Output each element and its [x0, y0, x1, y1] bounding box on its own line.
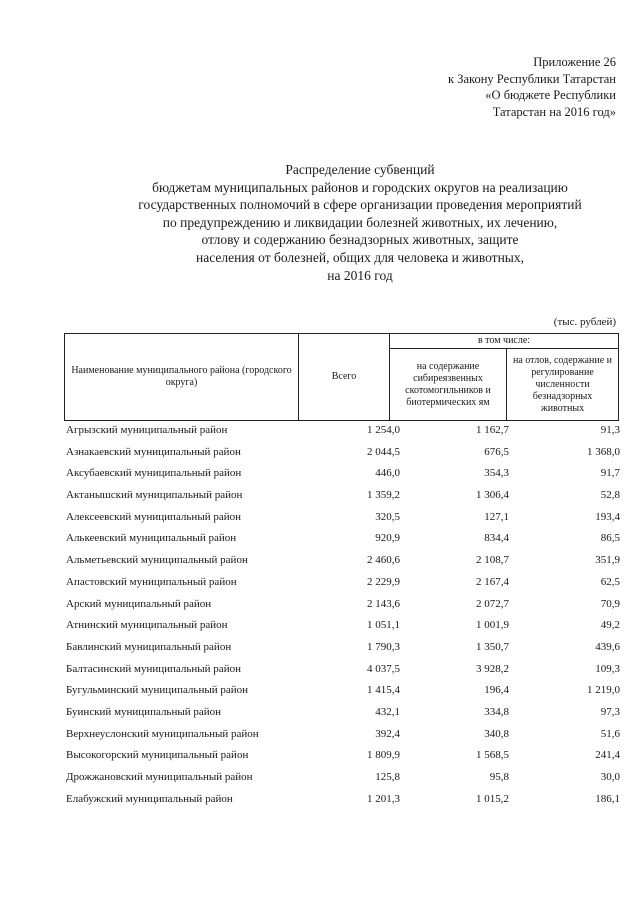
total-cell: 4 037,5: [367, 662, 400, 675]
stray-animals-cell: 97,3: [600, 705, 620, 718]
stray-animals-cell: 91,3: [600, 424, 620, 436]
stray-animals-cell: 49,2: [600, 619, 620, 632]
district-name-cell: Елабужский муниципальный район: [66, 792, 233, 805]
header-name: Наименование муниципального района (городского округа): [65, 334, 299, 421]
title-line: Распределение субвенций: [285, 162, 435, 177]
header-col2: на отлов, содержание и регулирование численности безнадзорных животных: [507, 349, 619, 421]
district-name-cell: Дрожжановский муниципальный район: [66, 771, 253, 783]
total-cell: 2 044,5: [367, 445, 400, 458]
burial-sites-cell: 1 350,7: [476, 640, 509, 653]
table-row: [64, 703, 620, 725]
stray-animals-cell: 91,7: [600, 467, 620, 480]
total-cell: 1 415,4: [367, 684, 400, 697]
table-row: [64, 768, 620, 790]
table-row: [64, 616, 620, 638]
total-cell: 392,4: [375, 727, 400, 740]
district-name-cell: Альметьевский муниципальный район: [66, 554, 248, 567]
stray-animals-cell: 351,9: [595, 554, 620, 567]
burial-sites-cell: 340,8: [484, 727, 509, 740]
burial-sites-cell: 1 015,2: [476, 792, 509, 805]
district-name-cell: Актанышский муниципальный район: [66, 489, 243, 502]
table-row: [64, 681, 620, 703]
stray-animals-cell: 70,9: [600, 597, 620, 610]
appendix-line: к Закону Республики Татарстан: [448, 71, 616, 86]
burial-sites-cell: 2 072,7: [476, 597, 509, 610]
burial-sites-cell: 354,3: [484, 467, 509, 480]
stray-animals-cell: 51,6: [600, 727, 620, 740]
table-body: [64, 421, 620, 811]
district-name-cell: Высокогорский муниципальный район: [66, 749, 249, 762]
district-name-cell: Балтасинский муниципальный район: [66, 662, 241, 675]
burial-sites-cell: 3 928,2: [476, 662, 509, 675]
units-label: (тыс. рублей): [553, 316, 616, 328]
district-name-cell: Аксубаевский муниципальный район: [66, 467, 242, 480]
table-row: [64, 464, 620, 486]
stray-animals-cell: 439,6: [595, 640, 620, 653]
district-name-cell: Бавлинский муниципальный район: [66, 640, 232, 653]
table-header: [64, 333, 619, 421]
burial-sites-cell: 196,4: [484, 684, 509, 697]
burial-sites-cell: 2 167,4: [476, 575, 509, 588]
table-row: [64, 573, 620, 595]
table-row: [64, 660, 620, 682]
total-cell: 2 143,6: [367, 597, 400, 610]
total-cell: 125,8: [375, 771, 400, 783]
district-name-cell: Апастовский муниципальный район: [66, 575, 237, 588]
table-row: [64, 595, 620, 617]
total-cell: 2 229,9: [367, 575, 400, 588]
burial-sites-cell: 1 306,4: [476, 489, 509, 502]
document-title: [60, 161, 640, 284]
total-cell: 1 254,0: [367, 424, 400, 436]
district-name-cell: Арский муниципальный район: [66, 597, 212, 610]
header-total: Всего: [299, 334, 390, 421]
stray-animals-cell: 109,3: [595, 662, 620, 675]
stray-animals-cell: 30,0: [600, 771, 620, 783]
burial-sites-cell: 2 108,7: [476, 554, 509, 567]
district-name-cell: Верхнеуслонский муниципальный район: [66, 727, 259, 740]
table-row: [64, 746, 620, 768]
burial-sites-cell: 334,8: [484, 705, 509, 718]
burial-sites-cell: 676,5: [484, 445, 509, 458]
stray-animals-cell: 241,4: [595, 749, 620, 762]
table-row: [64, 551, 620, 573]
total-cell: 1 359,2: [367, 489, 400, 502]
table-row: [64, 486, 620, 508]
title-line: бюджетам муниципальных районов и городских округов на реализацию: [152, 179, 568, 195]
table-row: [64, 638, 620, 660]
stray-animals-cell: 1 368,0: [587, 445, 620, 458]
appendix-line: «О бюджете Республики: [485, 88, 616, 102]
total-cell: 1 809,9: [367, 749, 400, 762]
burial-sites-cell: 1 162,7: [476, 424, 509, 436]
title-line: населения от болезней, общих для человека и животных,: [196, 249, 524, 265]
total-cell: 320,5: [375, 510, 400, 523]
district-name-cell: Буинский муниципальный район: [66, 705, 222, 718]
stray-animals-cell: 86,5: [600, 532, 620, 545]
total-cell: 920,9: [375, 532, 400, 545]
burial-sites-cell: 95,8: [489, 771, 509, 783]
title-line: отлову и содержанию безнадзорных животных, защите: [201, 232, 519, 248]
stray-animals-cell: 62,5: [600, 575, 620, 588]
stray-animals-cell: 1 219,0: [587, 684, 620, 697]
district-name-cell: Агрызский муниципальный район: [66, 424, 228, 436]
table-row: [64, 725, 620, 747]
total-cell: 1 051,1: [367, 619, 400, 632]
title-line: государственных полномочий в сфере организации проведения мероприятий: [138, 197, 582, 213]
appendix-line: Татарстан на 2016 год»: [492, 104, 616, 119]
table-row: [64, 421, 620, 443]
title-line: по предупреждению и ликвидации болезней животных, их лечению,: [162, 214, 558, 230]
total-cell: 1 201,3: [367, 792, 400, 805]
total-cell: 2 460,6: [367, 554, 400, 567]
burial-sites-cell: 127,1: [484, 510, 509, 523]
table-row: [64, 790, 620, 812]
appendix-reference: [448, 54, 616, 120]
stray-animals-cell: 52,8: [600, 489, 620, 502]
burial-sites-cell: 1 001,9: [476, 619, 509, 632]
district-name-cell: Алькеевский муниципальный район: [66, 532, 237, 545]
appendix-line: Приложение 26: [533, 55, 616, 69]
table-row: [64, 508, 620, 530]
total-cell: 432,1: [375, 705, 400, 718]
burial-sites-cell: 1 568,5: [476, 749, 509, 762]
stray-animals-cell: 193,4: [595, 510, 620, 523]
stray-animals-cell: 186,1: [595, 792, 620, 805]
burial-sites-cell: 834,4: [484, 532, 509, 545]
district-name-cell: Атнинский муниципальный район: [66, 619, 228, 632]
district-name-cell: Бугульминский муниципальный район: [66, 684, 249, 697]
district-name-cell: Алексеевский муниципальный район: [66, 510, 241, 523]
total-cell: 1 790,3: [367, 640, 400, 653]
header-including: в том числе:: [390, 334, 619, 349]
district-name-cell: Азнакаевский муниципальный район: [66, 445, 241, 458]
table-row: [64, 443, 620, 465]
total-cell: 446,0: [375, 467, 400, 480]
table-row: [64, 529, 620, 551]
header-col1: на содержание сибиреязвенных скотомогильников и биотермических ям: [390, 349, 507, 421]
title-line: на 2016 год: [327, 267, 393, 283]
